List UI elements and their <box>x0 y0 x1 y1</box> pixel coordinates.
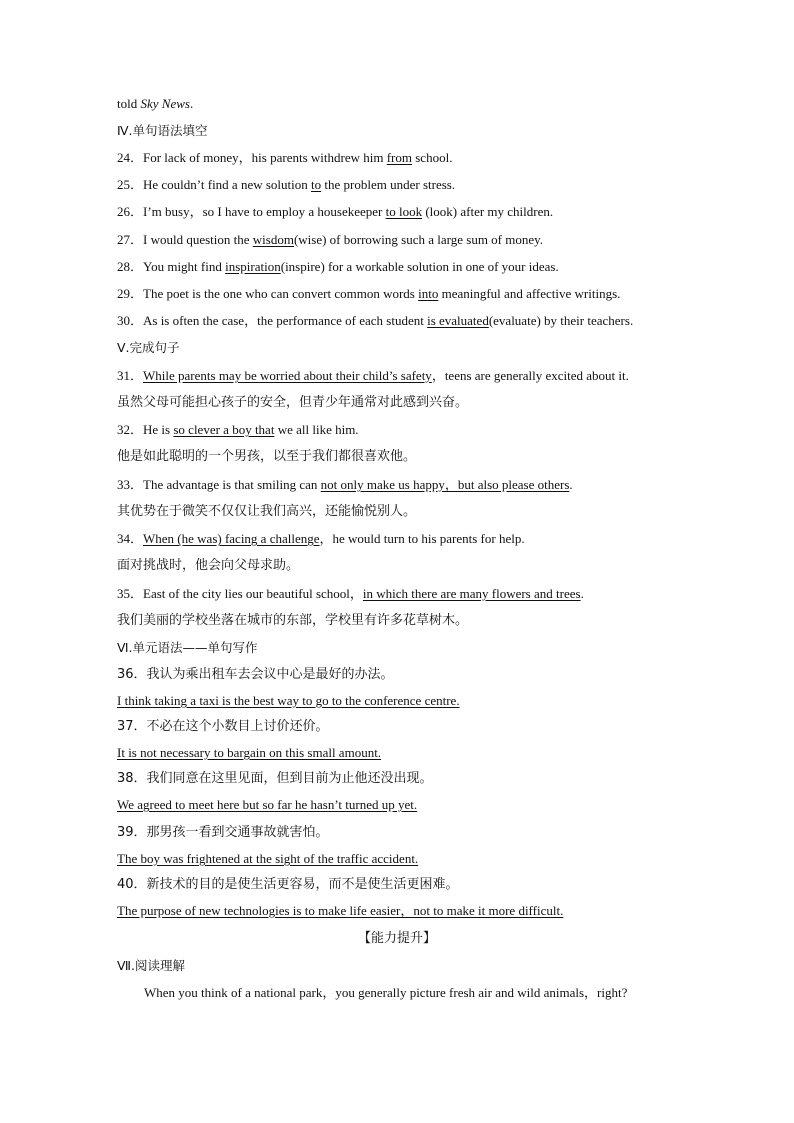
item-31: 31．While parents may be worried about their child’s safety，teens are generally excited about it. <box>117 368 629 383</box>
section-7-title: Ⅶ.阅读理解 <box>117 958 185 973</box>
answer: not only make us happy，but also please others <box>320 477 570 492</box>
item-25: 25．He couldn’t find a new solution to the problem under stress. <box>117 177 456 192</box>
item-27: 27．I would question the wisdom(wise) of borrowing such a large sum of money. <box>117 232 544 247</box>
item-32: 32．He is so clever a boy that we all like him. <box>117 422 359 437</box>
item-38-prompt: 38．我们同意在这里见面，但到目前为止他还没出现。 <box>117 771 433 786</box>
section-6-title: Ⅵ.单元语法——单句写作 <box>117 640 258 655</box>
answer: to look <box>385 204 423 219</box>
answer: When (he was) facing a challenge <box>143 531 320 546</box>
answer: so clever a boy that <box>173 422 275 437</box>
intro-text: told <box>117 96 141 111</box>
answer: from <box>386 150 412 165</box>
item-40-answer: The purpose of new technologies is to make life easier，not to make it more difficult. <box>117 903 564 918</box>
item-31-translation: 虽然父母可能担心孩子的安全，但青少年通常对此感到兴奋。 <box>117 395 469 410</box>
item-40-prompt: 40．新技术的目的是使生活更容易，而不是使生活更困难。 <box>117 877 459 892</box>
item-39-answer: The boy was frightened at the sight of the traffic accident. <box>117 851 419 866</box>
item-30: 30．As is often the case，the performance of each student is evaluated(evaluate) by their teachers. <box>117 313 634 328</box>
answer: to <box>311 177 322 192</box>
item-33: 33．The advantage is that smiling can not only make us happy，but also please others. <box>117 477 573 492</box>
intro-line: told Sky News. <box>117 96 194 111</box>
answer: inspiration <box>225 259 281 274</box>
item-38-answer: We agreed to meet here but so far he hasn’t turned up yet. <box>117 797 418 812</box>
item-34-translation: 面对挑战时，他会向父母求助。 <box>117 558 300 573</box>
answer: in which there are many flowers and trees <box>362 586 581 601</box>
ability-heading: 【能力提升】 <box>357 931 436 946</box>
item-36-prompt: 36．我认为乘出租车去会议中心是最好的办法。 <box>117 667 394 682</box>
answer: is evaluated <box>427 313 489 328</box>
reading-paragraph: When you think of a national park，you generally picture fresh air and wild animals，right? <box>144 985 628 1000</box>
item-24: 24．For lack of money，his parents withdrew him from school. <box>117 150 453 165</box>
answer: wisdom <box>252 232 294 247</box>
item-28: 28．You might find inspiration(inspire) for a workable solution in one of your ideas. <box>117 259 559 274</box>
section-5-title: Ⅴ.完成句子 <box>117 340 180 355</box>
item-32-translation: 他是如此聪明的一个男孩，以至于我们都很喜欢他。 <box>117 449 417 464</box>
item-34: 34．When (he was) facing a challenge，he would turn to his parents for help. <box>117 531 525 546</box>
item-35: 35．East of the city lies our beautiful school，in which there are many flowers and trees. <box>117 586 584 601</box>
item-37-prompt: 37．不必在这个小数目上讨价还价。 <box>117 719 329 734</box>
item-35-translation: 我们美丽的学校坐落在城市的东部，学校里有许多花草树木。 <box>117 613 469 628</box>
item-36-answer: I think taking a taxi is the best way to go to the conference centre. <box>117 693 460 708</box>
item-33-translation: 其优势在于微笑不仅仅让我们高兴，还能愉悦别人。 <box>117 504 417 519</box>
section-4-title: Ⅳ.单句语法填空 <box>117 123 208 138</box>
item-29: 29．The poet is the one who can convert common words into meaningful and affective writings. <box>117 286 621 301</box>
answer: While parents may be worried about their child’s safety <box>143 368 432 383</box>
item-37-answer: It is not necessary to bargain on this small amount. <box>117 745 382 760</box>
answer: into <box>418 286 439 301</box>
source-name: Sky News <box>140 96 190 111</box>
item-26: 26．I’m busy，so I have to employ a housekeeper to look (look) after my children. <box>117 204 554 219</box>
item-39-prompt: 39．那男孩一看到交通事故就害怕。 <box>117 825 329 840</box>
